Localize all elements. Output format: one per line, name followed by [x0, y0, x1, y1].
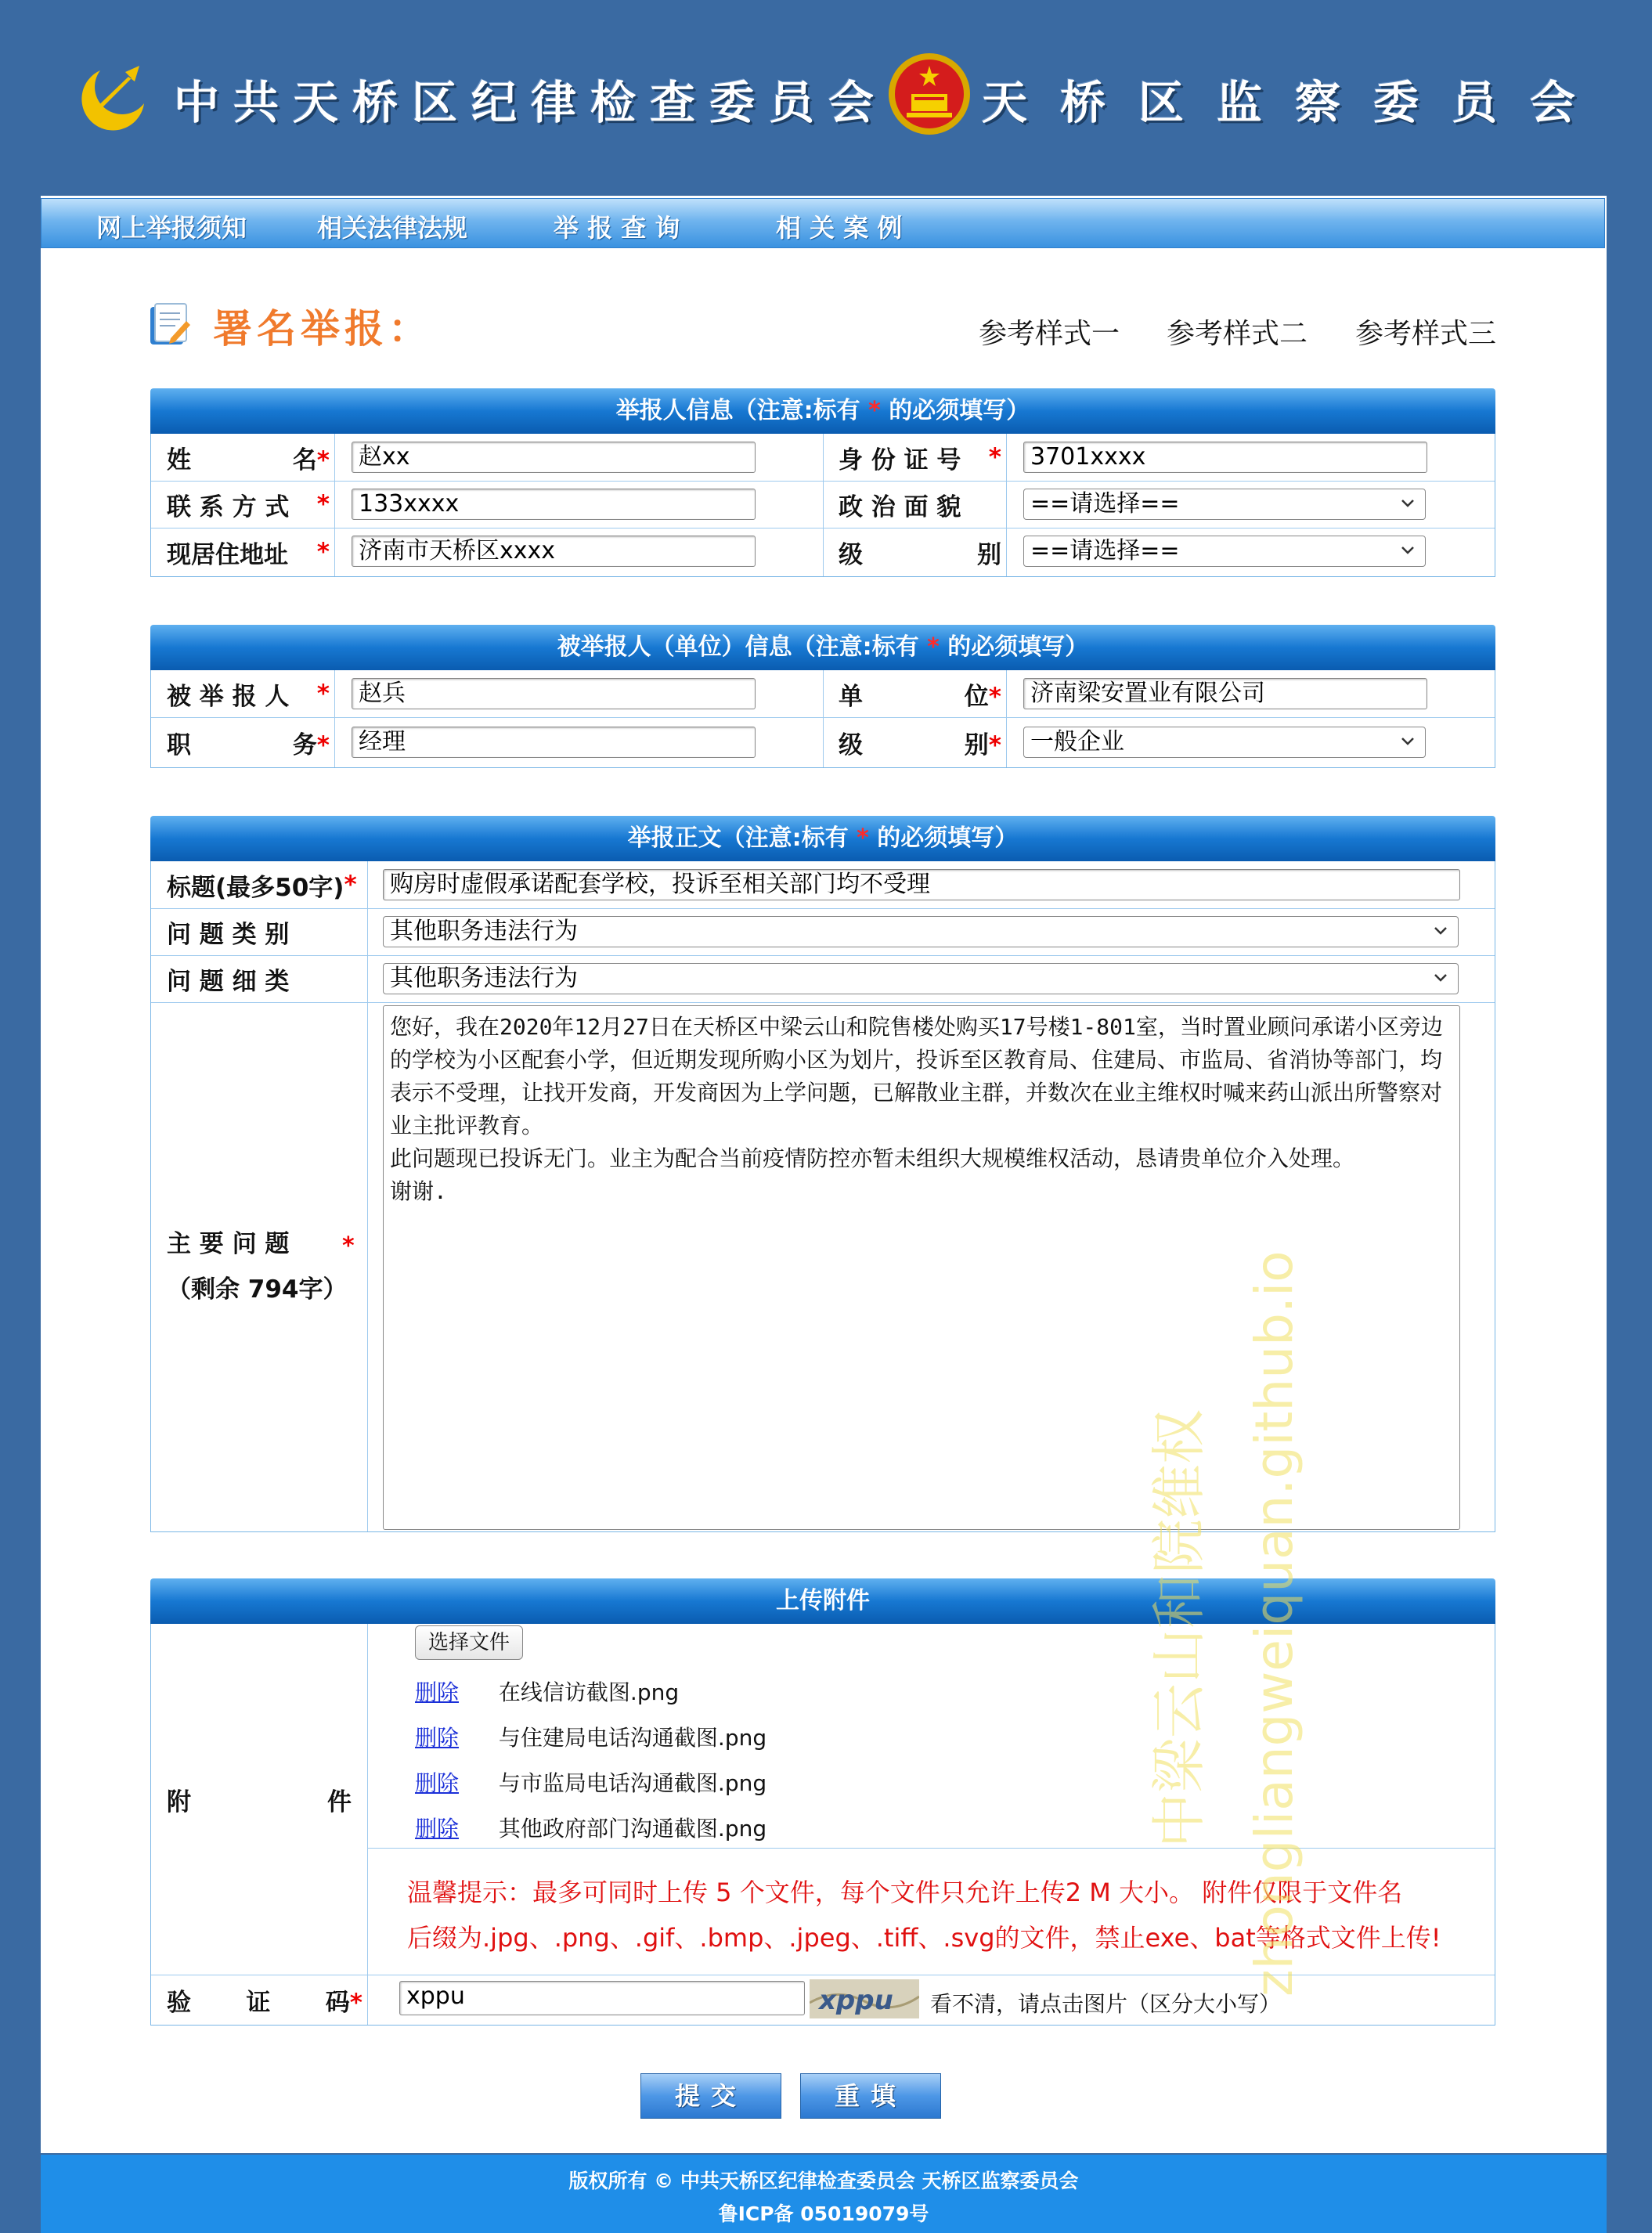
reported-header-text: 被举报人（单位）信息（注意:标有: [557, 633, 919, 661]
attachment-filename: 其他政府部门沟通截图.png: [498, 1816, 767, 1842]
nav-item-report-notice[interactable]: 网上举报须知: [96, 213, 247, 243]
reset-button[interactable]: 重填: [800, 2073, 941, 2119]
attachment-file-row: [415, 1766, 766, 1798]
footer: [41, 2155, 1607, 2233]
chevron-down-icon: [1400, 543, 1416, 558]
required-star: *: [927, 633, 940, 661]
unit-label: 单 位*: [839, 682, 1001, 711]
attachment-file-row: [415, 1812, 766, 1843]
chevron-down-icon: [1433, 970, 1448, 986]
nav-item-report-query[interactable]: 举 报 查 询: [554, 213, 680, 243]
reported-header-suffix: 的必须填写）: [947, 633, 1089, 661]
party-emblem-icon: [77, 55, 155, 133]
id-number-input[interactable]: 3701xxxx: [1023, 442, 1427, 473]
reporter-level-select[interactable]: ==请选择==: [1023, 536, 1426, 567]
attachments-header: 上传附件: [150, 1578, 1495, 1624]
top-nav: [41, 198, 1605, 248]
address-input[interactable]: 济南市天桥区xxxx: [352, 536, 756, 567]
report-title-input[interactable]: 购房时虚假承诺配套学校，投诉至相关部门均不受理: [383, 869, 1460, 900]
delete-file-link[interactable]: 删除: [415, 1770, 460, 1796]
reported-info-header: [150, 625, 1495, 670]
chevron-down-icon: [1400, 496, 1416, 511]
reported-level-select[interactable]: 一般企业: [1023, 727, 1426, 758]
national-emblem-icon: [886, 50, 972, 138]
reporter-row-phone: [151, 481, 1495, 528]
attachment-filename: 与住建局电话沟通截图.png: [498, 1725, 767, 1751]
submit-button[interactable]: 提交: [640, 2073, 781, 2119]
content-row-main: [151, 1002, 1495, 1531]
phone-label: 联 系 方 式 *: [167, 490, 330, 521]
position-label: 职 务*: [167, 731, 330, 759]
required-star: *: [868, 397, 881, 424]
required-star: *: [857, 824, 869, 852]
name-label: 姓 名*: [167, 446, 330, 474]
reported-person-input[interactable]: 赵兵: [352, 678, 756, 709]
delete-file-link[interactable]: 删除: [415, 1816, 460, 1842]
content-header-text: 举报正文（注意:标有: [627, 824, 849, 852]
address-label: 现居住地址 *: [167, 538, 330, 569]
party-committee-title: 中共天桥区纪律检查委员会: [174, 76, 889, 129]
captcha-image-text: xppu: [819, 1985, 893, 2016]
reporter-info-table: [150, 434, 1495, 577]
page-title: 署名举报：: [213, 306, 432, 352]
reporter-info-header: [150, 388, 1495, 434]
id-number-label: 身 份 证 号 *: [839, 443, 1001, 474]
attachments-table: [150, 1624, 1495, 2026]
phone-input[interactable]: 133xxxx: [352, 489, 756, 520]
subcategory-label: 问 题 细 类: [167, 967, 290, 996]
captcha-image[interactable]: [810, 1979, 919, 2018]
political-status-select[interactable]: ==请选择==: [1023, 489, 1426, 520]
reported-row-person: [151, 670, 1495, 718]
reporter-name-input[interactable]: 赵xx: [352, 442, 756, 473]
reference-style-2-link[interactable]: 参考样式二: [1167, 318, 1308, 350]
delete-file-link[interactable]: 删除: [415, 1725, 460, 1751]
main-issue-textarea[interactable]: 您好，我在2020年12月27日在天桥区中梁云山和院售楼处购买17号楼1-801室，当时置业顾问承诺小区旁边的学校为小区配套小学，但近期发现所购小区为划片，投诉至区教育局、住建局、市监局、省消协等部门，均表示不受理，让找开发商，开发商因为上学问题，已解散业主群，并数次在业主维权时喊来药山派出所警察对业主批评教育。 此问题现已投诉无门。业主为配合当前疫情防控亦暂未组织大规模维权活动，恳请贵单位介入处理。 谢谢.: [383, 1005, 1460, 1530]
reporter-row-address: [151, 528, 1495, 576]
captcha-label: 验 证 码*: [167, 1988, 363, 2017]
remaining-chars-label: （剩余 794字）: [167, 1275, 348, 1304]
document-edit-icon: [147, 301, 193, 348]
reporter-level-label: 级 别: [839, 540, 1001, 569]
political-status-label: 政 治 面 貌: [839, 492, 961, 521]
attachment-file-row: [415, 1721, 766, 1752]
chevron-down-icon: [1433, 923, 1448, 939]
attachment-file-row: [415, 1676, 679, 1707]
attachment-filename: 在线信访截图.png: [498, 1679, 680, 1705]
unit-input[interactable]: 济南梁安置业有限公司: [1023, 678, 1427, 709]
reported-row-position: [151, 717, 1495, 767]
reported-level-label: 级 别*: [839, 731, 1001, 759]
report-title-label: 标题(最多50字) *: [167, 871, 357, 902]
captcha-hint: 看不清，请点击图片（区分大小写）: [930, 1991, 1282, 2017]
watermark-line1: 中梁云山和院维权: [1147, 1409, 1211, 1848]
watermark-line2: zhongliangweiquan.github.io: [1244, 1250, 1304, 1997]
reported-info-table: [150, 670, 1495, 768]
reference-style-3-link[interactable]: 参考样式三: [1355, 318, 1497, 350]
captcha-input[interactable]: xppu: [399, 1981, 805, 2015]
report-content-table: [150, 861, 1495, 1532]
chevron-down-icon: [1400, 734, 1416, 749]
content-row-subcategory: [151, 955, 1495, 1003]
reported-person-label: 被 举 报 人 *: [167, 680, 330, 711]
supervision-commission-title: 天桥区监察委员会: [982, 76, 1609, 129]
required-star: *: [342, 1232, 355, 1260]
reporter-header-suffix: 的必须填写）: [889, 397, 1030, 424]
attachment-filename: 与市监局电话沟通截图.png: [498, 1770, 767, 1796]
category-select[interactable]: 其他职务违法行为: [383, 916, 1459, 947]
category-label: 问 题 类 别: [167, 920, 290, 949]
report-content-header: [150, 816, 1495, 861]
content-row-title: [151, 861, 1495, 909]
upload-notice-line1: 温馨提示：最多可同时上传 5 个文件，每个文件只允许上传2 M 大小。 附件仅限于文件名: [407, 1878, 1403, 1907]
main-issue-label: 主 要 问 题 （剩余 794字）: [151, 1002, 367, 1531]
content-row-category: [151, 908, 1495, 956]
footer-copyright: 版权所有 © 中共天桥区纪律检查委员会 天桥区监察委员会: [568, 2170, 1079, 2192]
nav-item-laws[interactable]: 相关法律法规: [317, 213, 468, 243]
footer-icp: 鲁ICP备 05019079号: [718, 2202, 929, 2225]
delete-file-link[interactable]: 删除: [415, 1679, 460, 1705]
upload-notice-line2: 后缀为.jpg、.png、.gif、.bmp、.jpeg、.tiff、.svg的文件，禁止exe、bat等格式文件上传!: [407, 1923, 1441, 1953]
subcategory-select[interactable]: 其他职务违法行为: [383, 963, 1459, 994]
content-header-suffix: 的必须填写）: [877, 824, 1019, 852]
choose-file-button[interactable]: 选择文件: [415, 1625, 523, 1660]
reporter-row-name: [151, 434, 1495, 482]
attachment-label: 附 件: [167, 1787, 352, 1816]
position-input[interactable]: 经理: [352, 727, 756, 758]
reporter-header-text: 举报人信息（注意:标有: [615, 397, 860, 424]
nav-item-cases[interactable]: 相 关 案 例: [776, 213, 903, 243]
header-banner: [0, 0, 1652, 196]
reference-style-1-link[interactable]: 参考样式一: [979, 318, 1120, 350]
